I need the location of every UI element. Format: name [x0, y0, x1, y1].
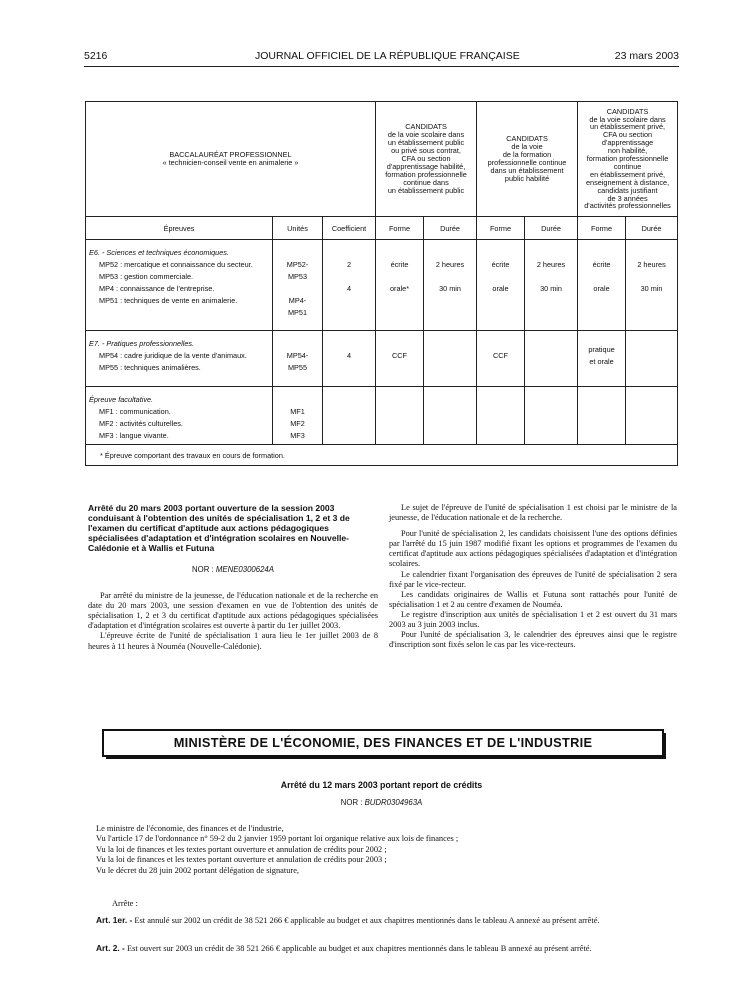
page-header — [84, 50, 679, 64]
article-2 — [84, 943, 679, 954]
article-2-label: Art. 2. - — [96, 943, 125, 953]
e6-unite: MP4- — [288, 296, 307, 305]
diploma-title-cell — [86, 102, 376, 217]
table-row-e6 — [86, 240, 678, 331]
fac-unite: MF3 — [290, 431, 305, 440]
e6-forme-value — [480, 271, 521, 283]
e6-line: MP4 : connaissance de l'entreprise. — [99, 284, 215, 293]
visa-line: Vu la loi de finances et les textes portant ouverture et annulation de crédits pour 2002 ; — [96, 844, 387, 854]
arrete1-paragraph: Le sujet de l'épreuve de l'unité de spécialisation 1 est choisi par le ministre de la jeunesse, de l'éducation nationale et de la recherche. — [389, 503, 677, 523]
e6-duree-value — [427, 271, 473, 283]
column-header-row — [86, 217, 678, 240]
e7-forme-value: pratique — [588, 345, 615, 354]
e7-unite: MP54- — [286, 351, 309, 360]
table-row-facultative — [86, 387, 678, 445]
visa-line: Le ministre de l'économie, des finances et de l'industrie, — [96, 824, 284, 833]
arrete1-paragraph: Le registre d'inscription aux unités de spécialisation 1 et 2 est ouvert du 31 mars 2003 au 3 juin 2003 inclus. — [389, 609, 677, 630]
col-forme-2: Forme — [477, 217, 525, 240]
arrete1-nor — [88, 565, 378, 575]
e6-forme-value — [379, 271, 420, 283]
e6-duree-value — [629, 271, 674, 283]
e6-coef: 2 — [346, 260, 352, 269]
e6-coef-cell — [323, 240, 376, 331]
e6-line: MP52 : mercatique et connaissance du secteur. — [99, 260, 253, 269]
nor-value: BUDR0304963A — [364, 798, 423, 807]
e7-unite: MP55 — [287, 363, 308, 372]
e7-forme-3 — [578, 331, 626, 387]
e7-forme-2 — [477, 331, 525, 387]
e6-unite: MP53 — [287, 272, 308, 281]
e6-duree-value — [528, 271, 574, 283]
fac-duree-1 — [424, 387, 477, 445]
arrete2-title: Arrêté du 12 mars 2003 portant report de crédits — [280, 780, 483, 790]
fac-duree-3 — [626, 387, 678, 445]
e6-forme-value: orale — [492, 284, 509, 293]
e7-forme-value: CCF — [392, 351, 408, 360]
arrete2-nor — [84, 798, 679, 807]
arrete1-paragraph: Le calendrier fixant l'organisation des épreuves de l'unité de spécialisation 2 sera fixé par le vice-recteur. — [389, 569, 677, 589]
e6-duree-value: 2 heures — [536, 260, 566, 269]
candidates-private-header: CANDIDATS de la voie scolaire dans un établissement privé, CFA ou section d'apprentissage non habilité, formation professionnelle continue en établissement privé, enseignement à distance, candidats justifiant de 3 années d'activités professionnelles — [578, 102, 678, 217]
col-duree-3: Durée — [626, 217, 678, 240]
e6-duree-value: 30 min — [439, 284, 461, 293]
e6-forme-value: écrite — [592, 260, 611, 269]
fac-line: MF3 : langue vivante. — [99, 431, 169, 440]
visa-line: Vu la loi de finances et les textes portant ouverture et annulation de crédits pour 2003 ; — [96, 855, 387, 865]
e6-duree-value: 30 min — [640, 284, 663, 293]
e7-epreuve-cell — [86, 331, 273, 387]
nor-value: MENE0300624A — [215, 565, 274, 574]
arrete1-paragraph: L'épreuve écrite de l'unité de spécialisation 1 aura lieu le 1er juillet 2003 de 8 heures à 11 heures à Nouméa (Nouvelle-Calédonie). — [88, 631, 378, 651]
arrete1-paragraph: Pour l'unité de spécialisation 2, les candidats choisissent l'une des options définies par l'arrêté du 15 juin 1987 modifié fixant les options et programmes de l'examen du certificat d'aptitude aux actions pédagogiques spécialisées d'adaptation et d'intégration scolaires. — [389, 529, 677, 569]
fac-coef — [323, 387, 376, 445]
col-forme-1: Forme — [376, 217, 424, 240]
table-row-e7 — [86, 331, 678, 387]
e6-duree-value: 30 min — [540, 284, 562, 293]
article-1-label: Art. 1er. - — [96, 915, 133, 925]
e6-forme-2 — [477, 240, 525, 331]
page-number: 5216 — [84, 50, 108, 62]
col-duree-2: Durée — [525, 217, 578, 240]
e6-forme-value: écrite — [390, 260, 409, 269]
col-unites: Unités — [273, 217, 323, 240]
arrete1-left-column — [88, 503, 378, 652]
fac-title: Épreuve facultative. — [89, 395, 154, 404]
e6-duree-2 — [525, 240, 578, 331]
e6-epreuve-cell — [86, 240, 273, 331]
e7-line: MP55 : techniques animalières. — [99, 363, 201, 372]
arrete1-paragraph: Par arrêté du ministre de la jeunesse, de l'éducation nationale et de la recherche en date du 20 mars 2003, une session d'examen en vue de l'obtention des unités de spécialisation 1, 2 et 3 du certificat d'aptitude aux actions pédagogiques spécialisées d'adaptation et d'intégration scolaires est ouverte à partir du 1er juillet 2003. — [88, 591, 378, 631]
e6-unite — [276, 283, 319, 295]
e6-line: MP53 : gestion commerciale. — [99, 272, 194, 281]
e7-forme-1 — [376, 331, 424, 387]
candidates-public-header: CANDIDATS de la voie scolaire dans un établissement public ou privé sous contrat, CFA ou section d'apprentissage habilité, formation professionnelle continue dans un établissement public — [376, 102, 477, 217]
e7-duree-1 — [424, 331, 477, 387]
col-duree-1: Durée — [424, 217, 477, 240]
e6-forme-value: orale — [593, 284, 610, 293]
e7-forme-value: CCF — [493, 351, 509, 360]
e6-duree-value: 2 heures — [637, 260, 666, 269]
arrete1-right-column — [389, 503, 677, 650]
e6-unite: MP51 — [287, 308, 308, 317]
fac-unite: MF1 — [290, 407, 305, 416]
e7-unites-cell — [273, 331, 323, 387]
e7-coef-value: 4 — [346, 351, 352, 360]
e6-coef: 4 — [346, 284, 352, 293]
fac-line: MF2 : activités culturelles. — [99, 419, 183, 428]
table-footnote: * Épreuve comportant des travaux en cours de formation. — [86, 445, 678, 466]
col-forme-3: Forme — [578, 217, 626, 240]
e6-forme-value: écrite — [491, 260, 510, 269]
article-2-text: Est ouvert sur 2003 un crédit de 38 521 266 € applicable au budget et aux chapitres mentionnés dans le tableau B annexé au présent arrêté. — [126, 944, 592, 953]
diploma-subtitle: « technicien-conseil vente en animalerie » — [162, 158, 299, 167]
ministry-banner: MINISTÈRE DE L'ÉCONOMIE, DES FINANCES ET DE L'INDUSTRIE — [102, 729, 664, 757]
e6-forme-value: orale* — [389, 284, 410, 293]
visa-line: Vu l'article 17 de l'ordonnance n° 59-2 du 2 janvier 1959 portant loi organique relative aux lois de finances ; — [96, 834, 459, 844]
e6-unites-cell — [273, 240, 323, 331]
table-header-row — [86, 102, 678, 217]
e6-unite: MP52- — [286, 260, 309, 269]
e6-duree-1 — [424, 240, 477, 331]
e6-forme-value — [581, 271, 622, 283]
table-footnote-row — [86, 445, 678, 466]
e7-title: E7. - Pratiques professionnelles. — [89, 339, 195, 348]
fac-epreuve-cell — [86, 387, 273, 445]
fac-forme-1 — [376, 387, 424, 445]
col-coefficient: Coefficient — [323, 217, 376, 240]
fac-forme-2 — [477, 387, 525, 445]
article-1 — [84, 915, 679, 926]
arrete1-title: Arrêté du 20 mars 2003 portant ouverture de la session 2003 conduisant à l'obtention des unités de spécialisation 1, 2 et 3 de l'examen du certificat d'aptitude aux actions pédagogiques spécialisées d'adaptation et d'intégration scolaires en Nouvelle-Calédonie et à Wallis et Futuna — [88, 503, 350, 553]
nor-label: NOR : — [340, 798, 363, 807]
fac-unites-cell — [273, 387, 323, 445]
visa-line: Vu le décret du 28 juin 2002 portant délégation de signature, — [96, 865, 299, 875]
candidates-fpc-header: CANDIDATS de la voie de la formation professionnelle continue dans un établissement public habilité — [477, 102, 578, 217]
e7-duree-2 — [525, 331, 578, 387]
e6-duree-value: 2 heures — [435, 260, 465, 269]
e7-line: MP54 : cadre juridique de la vente d'animaux. — [99, 351, 247, 360]
arrete2-visas — [96, 824, 679, 876]
article-1-text: Est annulé sur 2002 un crédit de 38 521 266 € applicable au budget et aux chapitres mentionnés dans le tableau A annexé au présent arrêté. — [134, 916, 600, 925]
journal-title: JOURNAL OFFICIEL DE LA RÉPUBLIQUE FRANÇAISE — [255, 50, 520, 62]
fac-line: MF1 : communication. — [99, 407, 171, 416]
exam-table — [85, 101, 678, 466]
col-epreuves: Épreuves — [86, 217, 273, 240]
e7-coef — [323, 331, 376, 387]
arrete1-paragraph: Les candidats originaires de Wallis et Futuna sont rattachés pour l'unité de spécialisation 1 et 2 au centre d'examen de Nouméa. — [389, 589, 677, 609]
fac-forme-3 — [578, 387, 626, 445]
e6-line: MP51 : techniques de vente en animalerie. — [99, 296, 238, 305]
arrete-label: Arrête : — [112, 899, 138, 908]
issue-date: 23 mars 2003 — [614, 50, 679, 62]
e7-duree-3 — [626, 331, 678, 387]
e6-title: E6. - Sciences et techniques économiques. — [89, 248, 229, 257]
e6-forme-1 — [376, 240, 424, 331]
diploma-title: BACCALAURÉAT PROFESSIONNEL — [169, 149, 292, 159]
e6-duree-3 — [626, 240, 678, 331]
nor-label: NOR : — [192, 565, 214, 574]
e6-coef — [326, 271, 372, 283]
header-rule — [84, 66, 679, 67]
fac-duree-2 — [525, 387, 578, 445]
e6-forme-3 — [578, 240, 626, 331]
fac-unite: MF2 — [290, 419, 305, 428]
arrete1-paragraph: Pour l'unité de spécialisation 3, le calendrier des épreuves ainsi que le registre d'inscription sont fixés selon le cas par les vice-recteurs. — [389, 630, 677, 650]
e7-forme-value: et orale — [589, 357, 614, 366]
